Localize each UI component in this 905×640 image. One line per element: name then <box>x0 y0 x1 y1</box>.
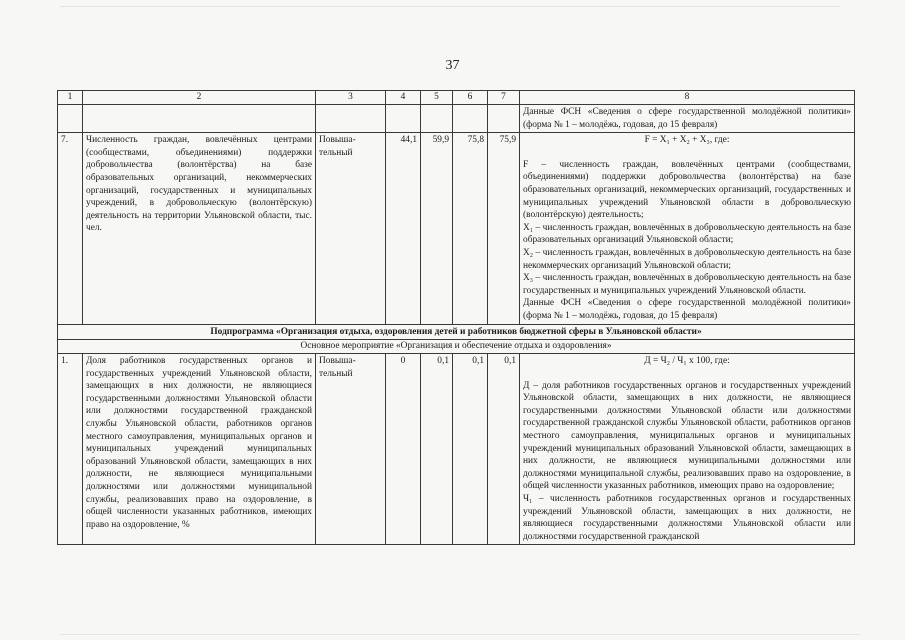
continuation-row <box>58 105 855 133</box>
continuation-source: Данные ФСН «Сведения о сфере государственной молодёжной политики» (форма № 1 – молодёжь, годовая, до 15 февраля) <box>520 105 855 133</box>
value-col4: 44,1 <box>386 133 421 324</box>
scan-mark <box>60 634 860 635</box>
formula-desc: X₃ – численность граждан, вовлечённых в добровольческую деятельность на базе государственных и муниципальных учреждений Ульяновской области. <box>523 273 851 296</box>
value-col6: 0,1 <box>453 354 488 545</box>
formula-desc: F – численность граждан, вовлечённых центрами (сообществами, объединениями) поддержки добровольчества (волонтёрства) на базе образовательных организаций, некоммерческих организаций, государственных и муниципальных учреждений Ульяновской области в добровольческую (волонтёрскую) деятельность; <box>523 159 851 221</box>
indicator-type: Повыша-тельный <box>316 133 386 324</box>
value-col7: 0,1 <box>488 354 520 545</box>
value-col4: 0 <box>386 354 421 545</box>
indicator-name: Доля работников государственных органов и государственных учреждений Ульяновской области, замещающих в них должности, не являющиеся государственными должностями Ульяновской области или должностями государственной гражданской службы Ульяновской области, работников органов местного самоуправления, муниципальных органов и муниципальных учреждений муниципальных образований Ульяновской области, замещающих в них должности, не являющиеся муниципальными должностями или должностями муниципальной службы, реализовавших право на оздоровление, в общей численности указанных работников, имеющих право на оздоровление, % <box>83 354 316 545</box>
methodology-cell <box>520 133 855 324</box>
col-header-8: 8 <box>520 91 855 105</box>
col-header-5: 5 <box>421 91 453 105</box>
indicators-table <box>57 90 855 545</box>
row-number: 7. <box>58 133 83 324</box>
scan-mark <box>60 6 840 7</box>
formula-desc: X₂ – численность граждан, вовлечённых в добровольческую деятельность на базе некоммерческих организаций Ульяновской области; <box>523 247 851 271</box>
col-header-7: 7 <box>488 91 520 105</box>
formula: F = X₁ + X₂ + X₃, где: <box>644 135 730 146</box>
main-activity-title: Основное мероприятие «Организация и обеспечение отдыха и оздоровления» <box>58 340 855 354</box>
methodology-cell <box>520 354 855 545</box>
value-col5: 0,1 <box>421 354 453 545</box>
formula-desc: Ч₁ – численность работников государственных органов и государственных учреждений Ульяновской области, замещающих в них должности, не являющиеся государственными должностями Ульяновской области или должностями государственной гражданской <box>523 494 851 542</box>
col-header-1: 1 <box>58 91 83 105</box>
value-col5: 59,9 <box>421 133 453 324</box>
col-header-3: 3 <box>316 91 386 105</box>
indicator-name: Численность граждан, вовлечённых центрами (сообществами, объединениями) поддержки добровольчества (волонтёрства) на базе образовательных организаций, некоммерческих организаций, государственных и муниципальных учреждений, в добровольческую (волонтёрскую) деятельность на территории Ульяновской области, тыс. чел. <box>83 133 316 324</box>
table-row <box>58 354 855 545</box>
subprogram-title: Подпрограмма «Организация отдыха, оздоровления детей и работников бюджетной сферы в Ульяновской области» <box>58 324 855 340</box>
indicator-type: Повыша-тельный <box>316 354 386 545</box>
value-col7: 75,9 <box>488 133 520 324</box>
page-number: 37 <box>445 58 460 73</box>
formula-desc: X₁ – численность граждан, вовлечённых в добровольческую деятельность на базе образовательных организаций Ульяновской области; <box>523 222 851 246</box>
col-header-6: 6 <box>453 91 488 105</box>
formula: Д = Ч₂ / Ч₁ х 100, где: <box>644 356 730 367</box>
formula-desc: Д – доля работников государственных органов и государственных учреждений Ульяновской области, замещающих в них должности, не являющиеся государственными должностями Ульяновской области или должностями государственной гражданской службы Ульяновской области, работников органов местного самоуправления, муниципальных органов и муниципальных учреждений муниципальных образований Ульяновской области, замещающих в них должности, не являющиеся муниципальными должностями или должностями муниципальной службы, реализовавших право на оздоровление, в общей численности указанных работников, имеющих право на оздоровление; <box>523 380 851 492</box>
row-number: 1. <box>58 354 83 545</box>
col-header-4: 4 <box>386 91 421 105</box>
main-activity-row <box>58 340 855 354</box>
table-row <box>58 133 855 324</box>
col-header-2: 2 <box>83 91 316 105</box>
value-col6: 75,8 <box>453 133 488 324</box>
data-source: Данные ФСН «Сведения о сфере государственной молодёжной политики» (форма № 1 – молодёжь, годовая, до 15 февраля) <box>523 298 851 321</box>
subprogram-row <box>58 324 855 340</box>
column-header-row <box>58 91 855 105</box>
